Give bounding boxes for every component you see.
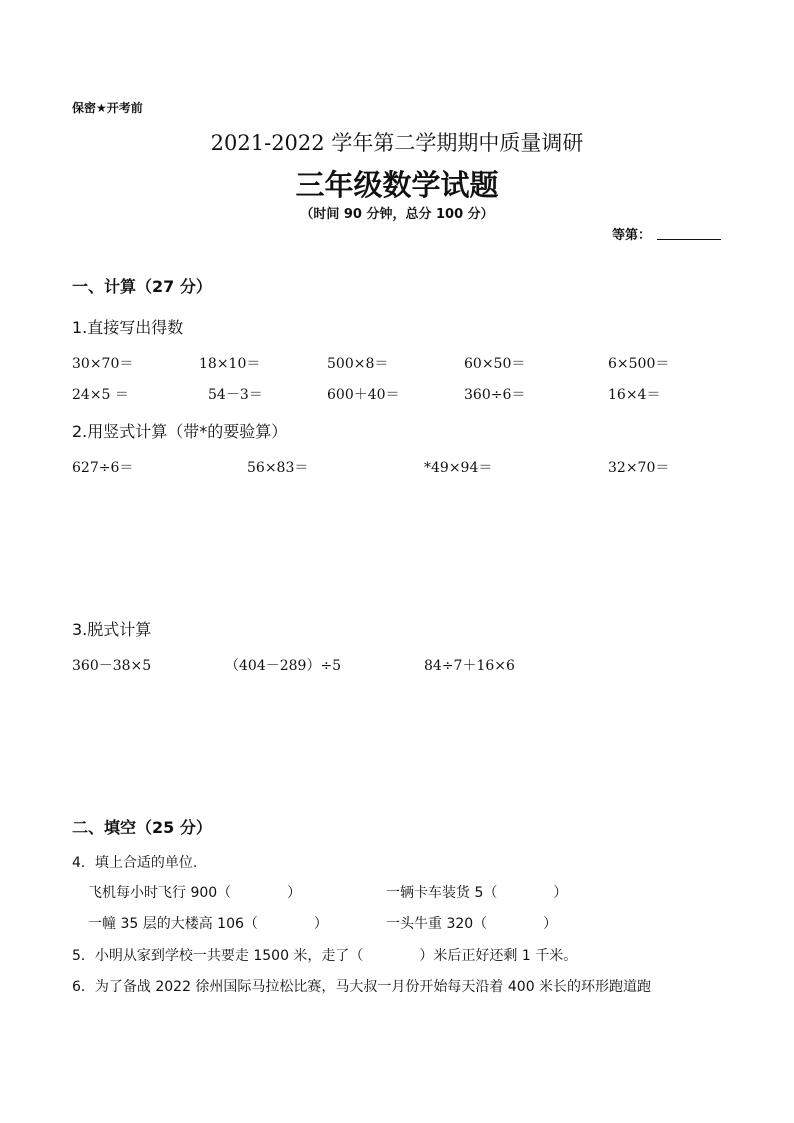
grade-blank[interactable]	[657, 239, 721, 240]
q2-item-3: *49×94＝	[424, 460, 493, 476]
q1-r2-c1: 24×5 ＝	[72, 387, 129, 403]
q1-r2-c3: 600＋40＝	[327, 387, 400, 403]
q1-r2-c4: 360÷6＝	[464, 387, 526, 403]
section2-heading: 二、填空（25 分）	[72, 818, 212, 837]
q1-r1-c3: 500×8＝	[327, 356, 389, 372]
q2-item-2: 56×83＝	[247, 460, 309, 476]
q1-r2-c2: 54－3＝	[208, 387, 263, 403]
q1-r1-c5: 6×500＝	[608, 356, 670, 372]
q4-item-c: 一幢 35 层的大楼高 106（ ）	[88, 916, 328, 932]
q2-item-1: 627÷6＝	[72, 460, 134, 476]
q1-r2-c5: 16×4＝	[608, 387, 661, 403]
exam-title: 2021-2022 学年第二学期期中质量调研	[210, 131, 584, 155]
q4-item-a: 飞机每小时飞行 900（ ）	[88, 885, 302, 901]
q1-r1-c1: 30×70＝	[72, 356, 134, 372]
q2-item-4: 32×70＝	[608, 460, 670, 476]
q4-item-d: 一头牛重 320（ ）	[386, 916, 558, 932]
q1-r1-c2: 18×10＝	[199, 356, 261, 372]
q3-item-3: 84÷7＋16×6	[424, 658, 515, 674]
q5-text: 5．小明从家到学校一共要走 1500 米，走了（ ）米后正好还剩 1 千米。	[72, 948, 578, 964]
q1-r1-c4: 60×50＝	[464, 356, 526, 372]
exam-note: （时间 90 分钟，总分 100 分）	[300, 207, 494, 222]
q4-item-b: 一辆卡车装货 5（ ）	[386, 885, 568, 901]
q2-label: 2.用竖式计算（带*的要验算）	[72, 422, 288, 441]
q3-label: 3.脱式计算	[72, 620, 152, 639]
q1-label: 1.直接写出得数	[72, 318, 184, 337]
q3-item-2: （404－289）÷5	[225, 658, 342, 674]
grade-label: 等第：	[612, 228, 652, 243]
q4-label: 4．填上合适的单位.	[72, 855, 198, 871]
q6-text: 6．为了备战 2022 徐州国际马拉松比赛，马大叔一月份开始每天沿着 400 米长的环形跑道跑	[72, 979, 652, 995]
q3-item-1: 360－38×5	[72, 658, 152, 674]
section1-heading: 一、计算（27 分）	[72, 277, 212, 296]
exam-subtitle: 三年级数学试题	[295, 168, 499, 202]
confidential-label: 保密★开考前	[72, 101, 143, 115]
